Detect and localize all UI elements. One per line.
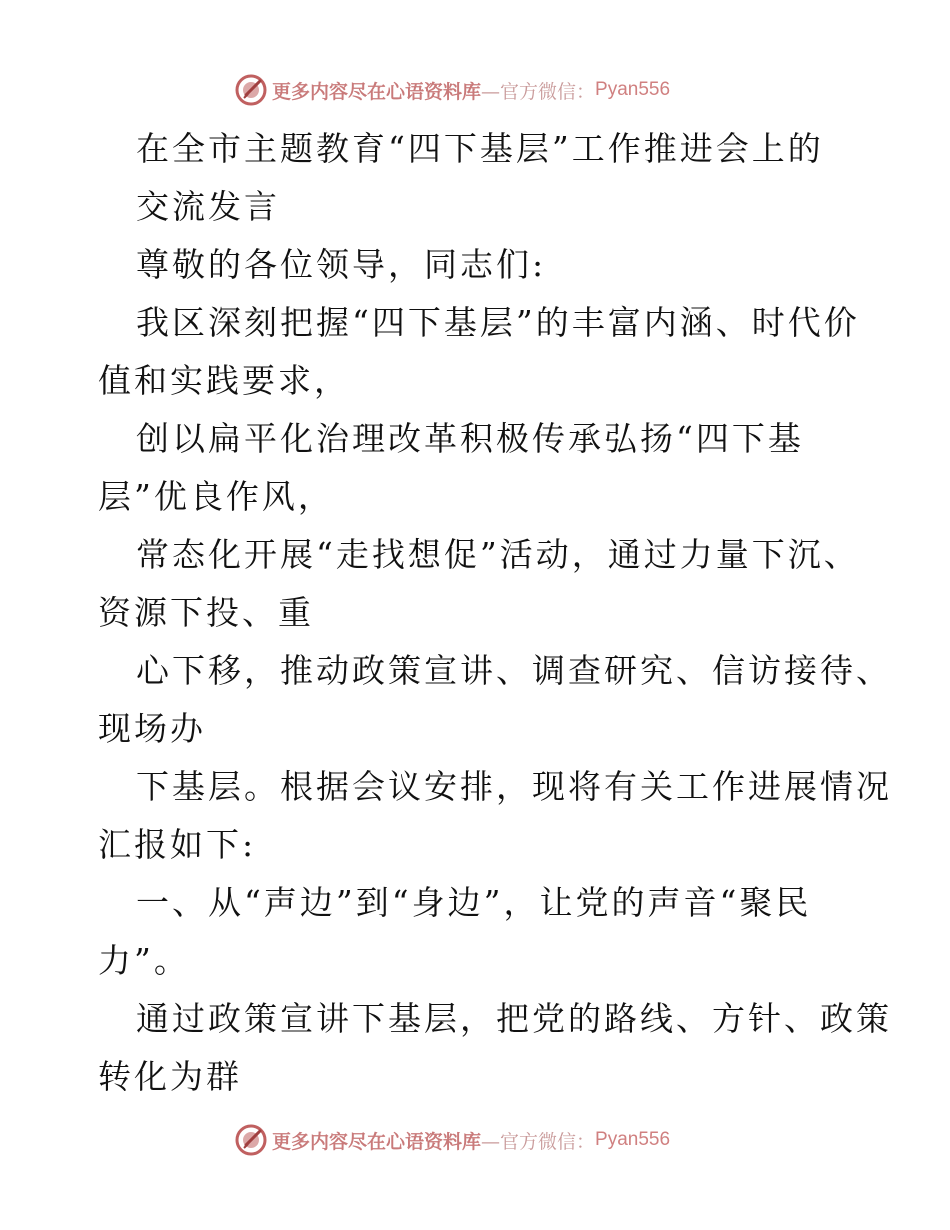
section-heading: 一、从“声边”到“身边”，让党的声音“聚民 (136, 883, 812, 922)
salutation: 尊敬的各位领导，同志们: (136, 245, 547, 284)
paragraph-line: 现场办 (98, 709, 206, 748)
paragraph-line: 通过政策宣讲下基层，把党的路线、方针、政策 (136, 999, 892, 1038)
footer-wechat-id: Pyan556 (595, 1129, 671, 1150)
logo-icon (234, 1123, 268, 1157)
title-line-2: 交流发言 (136, 187, 280, 226)
logo-icon (234, 73, 268, 107)
paragraph-line: 创以扁平化治理改革积极传承弘扬“四下基 (136, 419, 804, 458)
paragraph-line: 层”优良作风， (98, 477, 334, 516)
paragraph-line: 资源下投、重 (98, 593, 314, 632)
paragraph-line: 汇报如下: (98, 825, 257, 864)
footer-wechat-label: —官方微信： (481, 1130, 596, 1153)
header-wechat-label: —官方微信： (481, 80, 596, 103)
paragraph-line: 常态化开展“走找想促”活动，通过力量下沉、 (136, 535, 860, 574)
footer-watermark (234, 1122, 670, 1158)
paragraph-line: 下基层。根据会议安排，现将有关工作进展情况 (136, 767, 892, 806)
section-heading-cont: 力”。 (98, 941, 190, 980)
paragraph-line: 值和实践要求， (98, 361, 350, 400)
header-brand-text: 更多内容尽在心语资料库 (272, 80, 482, 103)
header-wechat-id: Pyan556 (595, 79, 671, 100)
paragraph-line: 转化为群 (98, 1057, 242, 1096)
header-watermark (234, 72, 670, 108)
footer-brand-text: 更多内容尽在心语资料库 (272, 1130, 482, 1153)
title-line-1: 在全市主题教育“四下基层”工作推进会上的 (136, 129, 824, 168)
paragraph-line: 心下移，推动政策宣讲、调查研究、信访接待、 (136, 651, 892, 690)
paragraph-line: 我区深刻把握“四下基层”的丰富内涵、时代价 (136, 303, 860, 342)
document-body (98, 120, 892, 1106)
